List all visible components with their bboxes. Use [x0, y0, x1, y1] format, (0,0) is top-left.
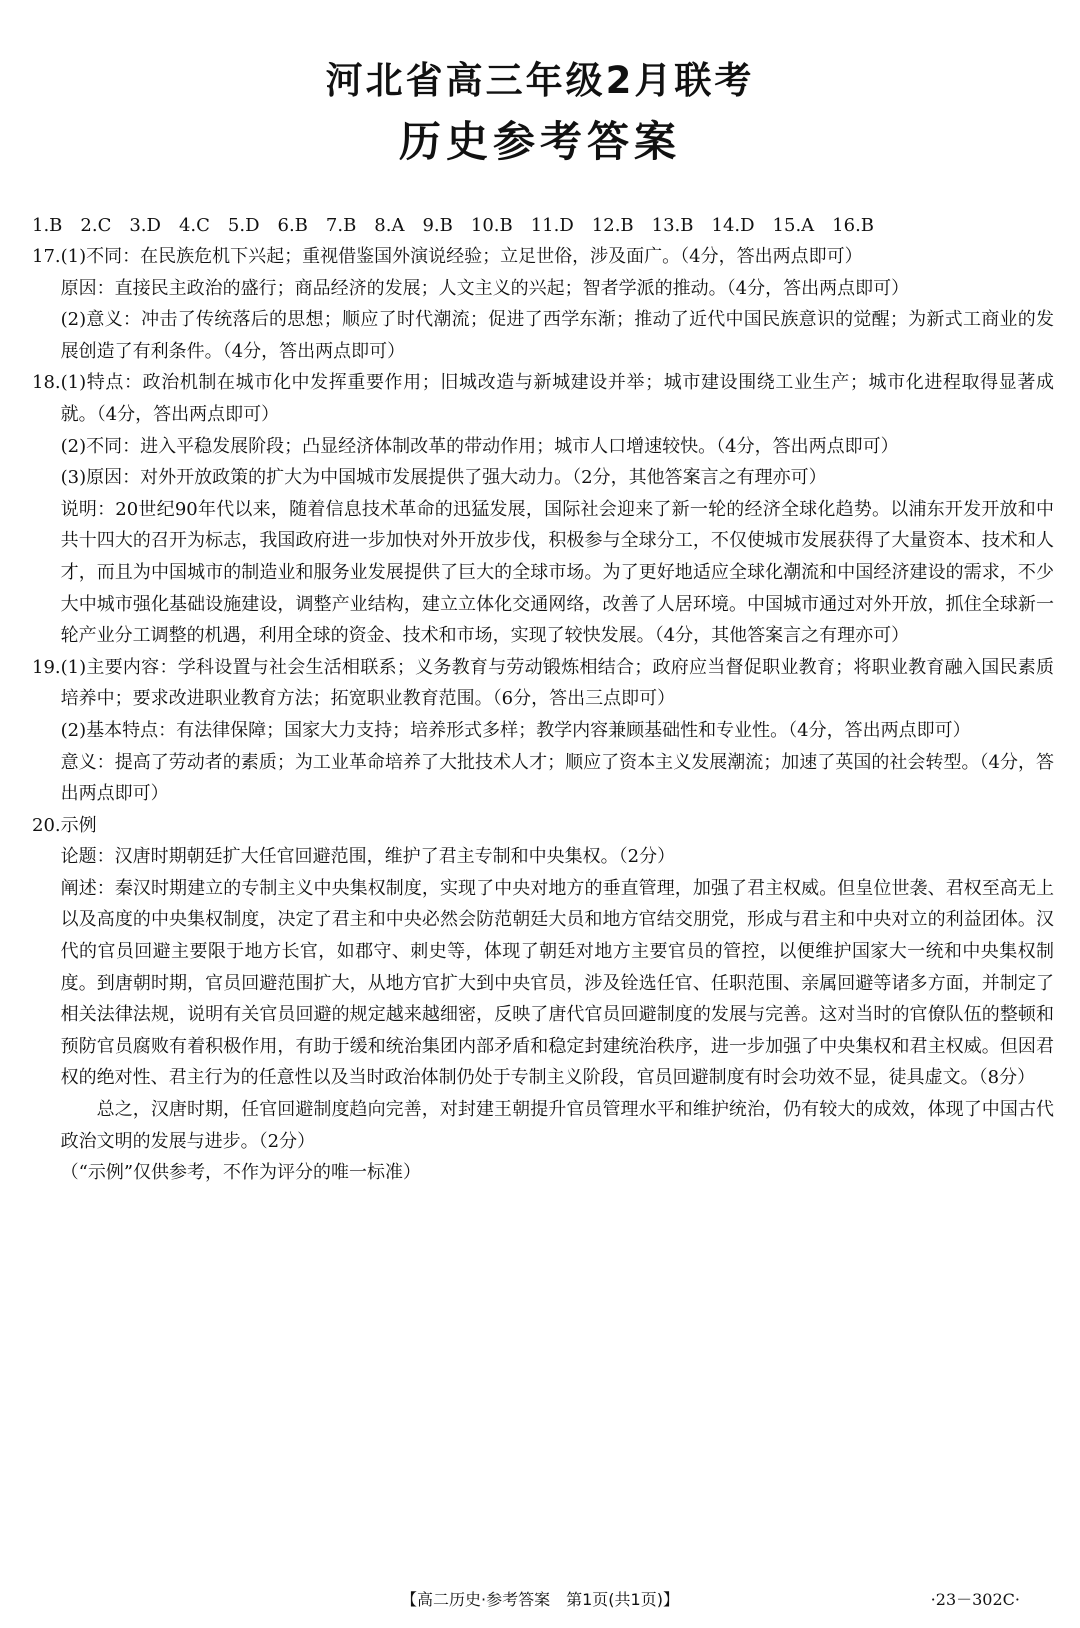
answer-paragraph: (1)不同：在民族危机下兴起；重视借鉴国外演说经验；立足世俗，涉及面广。（4分，答出两点即可）: [60, 246, 863, 267]
answer-paragraph: (2)意义：冲击了传统落后的思想；顺应了时代潮流；促进了西学东渐；推动了近代中国民族意识的觉醒；为新式工商业的发展创造了有利条件。（4分，答出两点即可）: [60, 309, 1054, 362]
question-body: [61, 367, 1054, 651]
answer-paragraph: 原因：直接民主政治的盛行；商品经济的发展；人文主义的兴起；智者学派的推动。（4分，答出两点即可）: [60, 277, 910, 299]
question-17: [32, 241, 1054, 367]
answer-paragraph: 论题：汉唐时期朝廷扩大任官回避范围，维护了君主专制和中央集权。（2分）: [60, 846, 676, 868]
page-footer: [0, 1587, 1080, 1613]
question-number: 17.: [32, 246, 61, 267]
answer-paragraph: 阐述：秦汉时期建立的专制主义中央集权制度，实现了中央对地方的垂直管理，加强了君主权威。但皇位世袭、君权至高无上以及高度的中央集权制度，决定了君主和中央必然会防范朝廷大员和地方官结交朋党，形成与君主和中央对立的利益团体。汉代的官员回避主要限于地方长官，如郡守、刺史等，体现了朝廷对地方主要官员的管控，以便维护国家大一统和中央集权制度。到唐朝时期，官员回避范围扩大，从地方官扩大到中央官员，涉及铨选任官、任职范围、亲属回避等诸多方面，并制定了相关法律法规，说明有关官员回避的规定越来越细密，反映了唐代官员回避制度的发展与完善。这对当时的官僚队伍的整顿和预防官员腐败有着积极作用，有助于缓和统治集团内部矛盾和稳定封建统治秩序，进一步加强了中央集权和君主权威。但因君权的绝对性、君主行为的任意性以及当时政治体制仍处于专制主义阶段，官员回避制度有时会功效不显，徒具虚文。（8分）: [60, 877, 1054, 1089]
question-body: [61, 652, 1054, 810]
document-title: 历史参考答案: [398, 117, 681, 166]
footer-page-info: 【高二历史·参考答案 第1页(共1页)】: [401, 1590, 679, 1609]
grading-note: （“示例”仅供参考，不作为评分的唯一标准）: [60, 1162, 422, 1184]
choice-answers: 1.B 2.C 3.D 4.C 5.D 6.B 7.B 8.A 9.B 10.B 11.D 12.B 13.B 14.D 15.A 16.B: [32, 215, 875, 236]
question-number: 19.: [32, 656, 61, 678]
answer-paragraph: (1)特点：政治机制在城市化中发挥重要作用；旧城改造与新城建设并举；城市建设围绕工业生产；城市化进程取得显著成就。（4分，答出两点即可）: [60, 372, 1054, 425]
answer-paragraph: 示例: [60, 814, 97, 836]
question-20: [32, 810, 1054, 1189]
answer-paragraph: (3)原因：对外开放政策的扩大为中国城市发展提供了强大动力。（2分，其他答案言之有理亦可）: [60, 467, 827, 489]
exam-title: 河北省高三年级2月联考: [325, 59, 755, 102]
question-body: [61, 810, 1054, 1189]
answer-paragraph: 说明：20世纪90年代以来，随着信息技术革命的迅猛发展，国际社会迎来了新一轮的经济全球化趋势。以浦东开发开放和中共十四大的召开为标志，我国政府进一步加快对外开放步伐，积极参与全球分工，不仅使城市发展获得了大量资本、技术和人才，而且为中国城市的制造业和服务业发展提供了巨大的全球市场。为了更好地适应全球化潮流和中国经济建设的需求，不少大中城市强化基础设施建设，调整产业结构，建立立体化交通网络，改善了人居环境。中国城市通过对外开放，抓住全球新一轮产业分工调整的机遇，利用全球的资金、技术和市场，实现了较快发展。（4分，其他答案言之有理亦可）: [60, 498, 1054, 647]
answer-paragraph: (2)基本特点：有法律保障；国家大力支持；培养形式多样；教学内容兼顾基础性和专业性。（4分，答出两点即可）: [60, 719, 971, 741]
question-number: 18.: [32, 372, 61, 394]
footer-code: ·23－302C·: [930, 1590, 1020, 1609]
conclusion-paragraph: 总之，汉唐时期，任官回避制度趋向完善，对封建王朝提升官员管理水平和维护统治，仍有较大的成效，体现了中国古代政治文明的发展与进步。（2分）: [60, 1099, 1054, 1152]
answer-content: [32, 241, 1054, 1189]
answer-paragraph: (1)主要内容：学科设置与社会生活相联系；义务教育与劳动锻炼相结合；政府应当督促职业教育；将职业教育融入国民素质培养中；要求改进职业教育方法；拓宽职业教育范围。（6分，答出三点即可）: [60, 656, 1054, 710]
question-18: [32, 367, 1054, 651]
answer-paragraph: 意义：提高了劳动者的素质；为工业革命培养了大批技术人才；顺应了资本主义发展潮流；加速了英国的社会转型。（4分，答出两点即可）: [60, 751, 1054, 805]
question-body: [61, 241, 1054, 367]
question-number: 20.: [32, 814, 61, 836]
answer-paragraph: (2)不同：进入平稳发展阶段；凸显经济体制改革的带动作用；城市人口增速较快。（4分，答出两点即可）: [60, 435, 899, 457]
question-19: [32, 652, 1054, 810]
